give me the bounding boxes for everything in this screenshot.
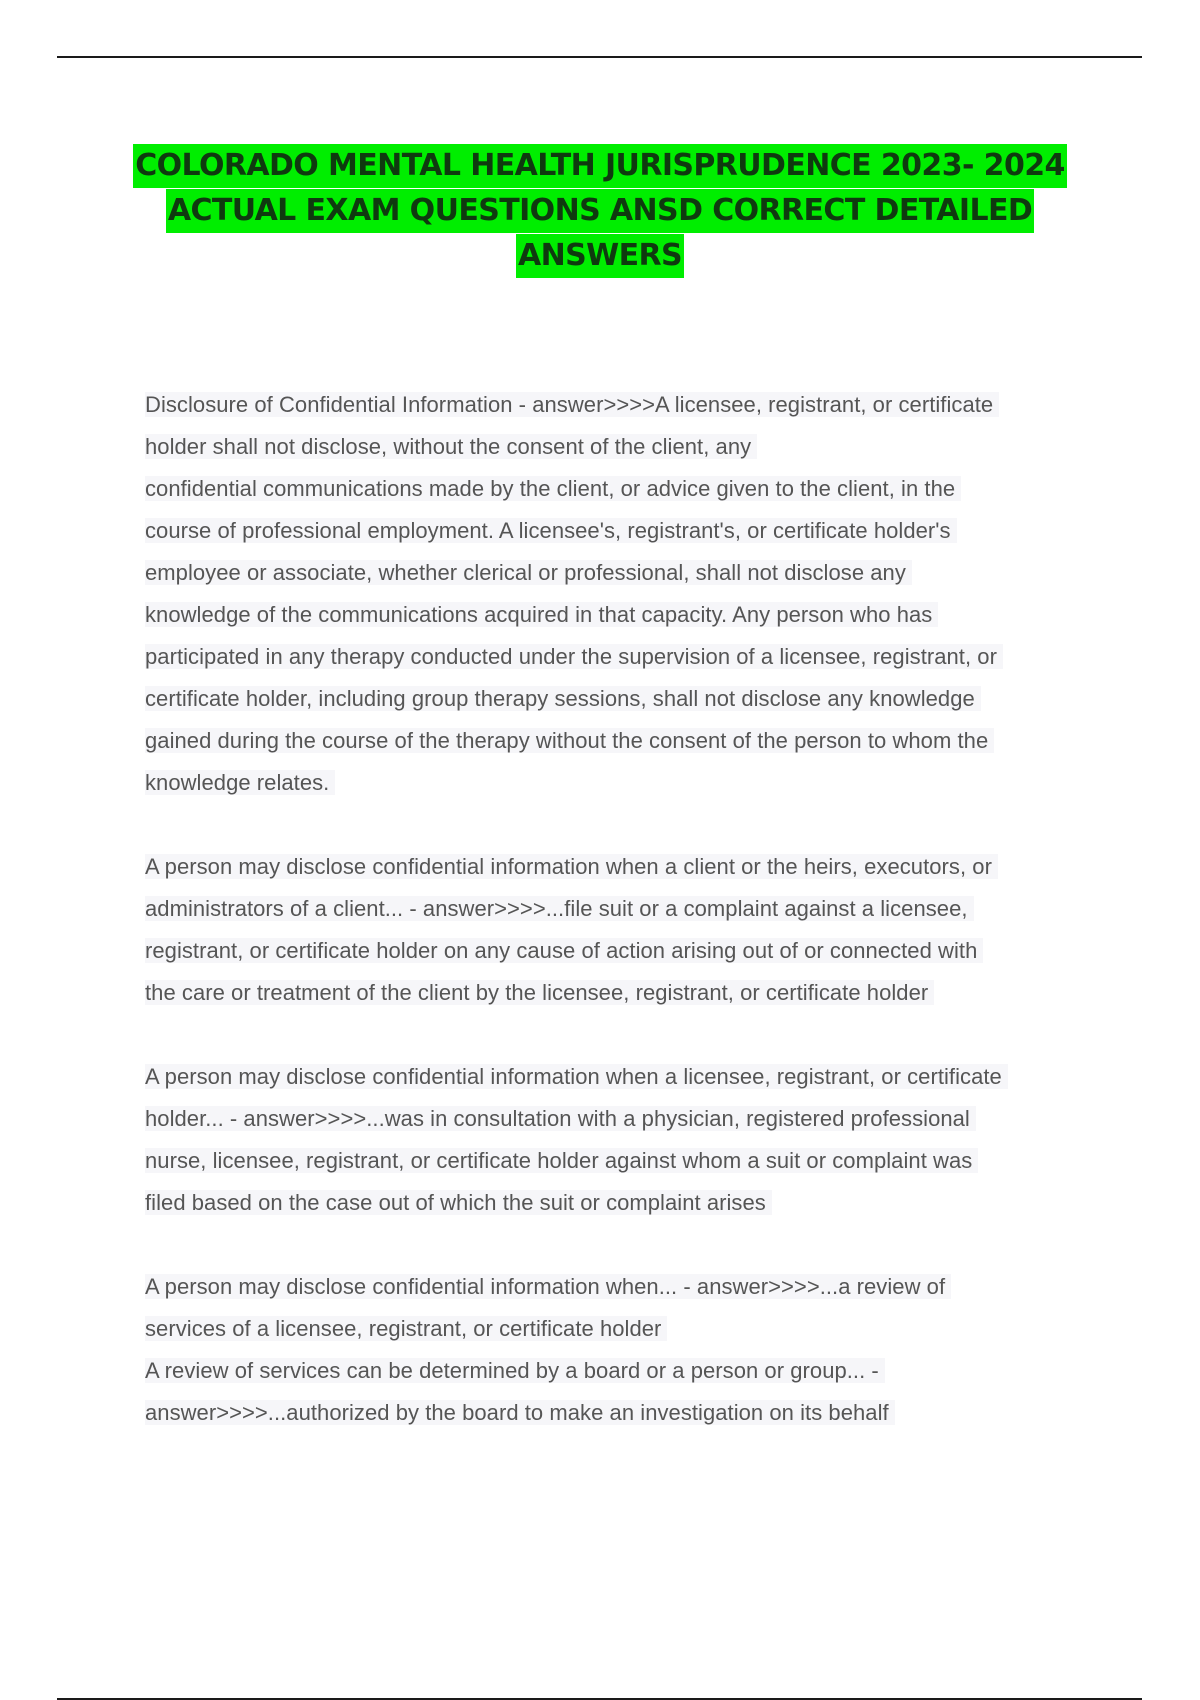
document-body [145, 384, 1090, 1434]
qa-entry-disclosure [145, 384, 1090, 804]
text-line: certificate holder, including group therapy sessions, shall not disclose any knowledge [145, 686, 981, 711]
text-line: knowledge relates. [145, 770, 335, 795]
top-rule [57, 56, 1142, 58]
document-title [100, 144, 1100, 279]
text-line: nurse, licensee, registrant, or certificate holder against whom a suit or complaint was [145, 1148, 978, 1173]
text-line: A review of services can be determined by a board or a person or group... - [145, 1358, 885, 1383]
text-line: registrant, or certificate holder on any cause of action arising out of or connected with [145, 938, 983, 963]
qa-entry-review-of-services [145, 1266, 1090, 1434]
title-line-2: ACTUAL EXAM QUESTIONS ANSD CORRECT DETAILED [166, 189, 1034, 233]
text-line: administrators of a client... - answer>>>>...file suit or a complaint against a licensee, [145, 896, 974, 921]
text-line: services of a licensee, registrant, or certificate holder [145, 1316, 667, 1341]
text-line: holder... - answer>>>>...was in consultation with a physician, registered professional [145, 1106, 976, 1131]
text-line: filed based on the case out of which the suit or complaint arises [145, 1190, 772, 1215]
title-line-1: COLORADO MENTAL HEALTH JURISPRUDENCE 2023- 2024 [133, 144, 1067, 188]
text-line: course of professional employment. A licensee's, registrant's, or certificate holder's [145, 518, 957, 543]
text-line: the care or treatment of the client by the licensee, registrant, or certificate holder [145, 980, 934, 1005]
text-line: employee or associate, whether clerical or professional, shall not disclose any [145, 560, 912, 585]
text-line: participated in any therapy conducted under the supervision of a licensee, registrant, or [145, 644, 1003, 669]
text-line: answer>>>>...authorized by the board to make an investigation on its behalf [145, 1400, 895, 1425]
text-line: gained during the course of the therapy without the consent of the person to whom the [145, 728, 994, 753]
text-line: A person may disclose confidential information when... - answer>>>>...a review of [145, 1274, 951, 1299]
text-line: Disclosure of Confidential Information - answer>>>>A licensee, registrant, or certificate [145, 392, 999, 417]
qa-entry-consultation [145, 1056, 1090, 1224]
title-line-3: ANSWERS [516, 234, 684, 278]
text-line: A person may disclose confidential information when a licensee, registrant, or certificate [145, 1064, 1008, 1089]
qa-entry-heirs-executors [145, 846, 1090, 1014]
text-line: knowledge of the communications acquired in that capacity. Any person who has [145, 602, 938, 627]
text-line: confidential communications made by the client, or advice given to the client, in the [145, 476, 961, 501]
text-line: A person may disclose confidential information when a client or the heirs, executors, or [145, 854, 998, 879]
text-line: holder shall not disclose, without the consent of the client, any [145, 434, 757, 459]
